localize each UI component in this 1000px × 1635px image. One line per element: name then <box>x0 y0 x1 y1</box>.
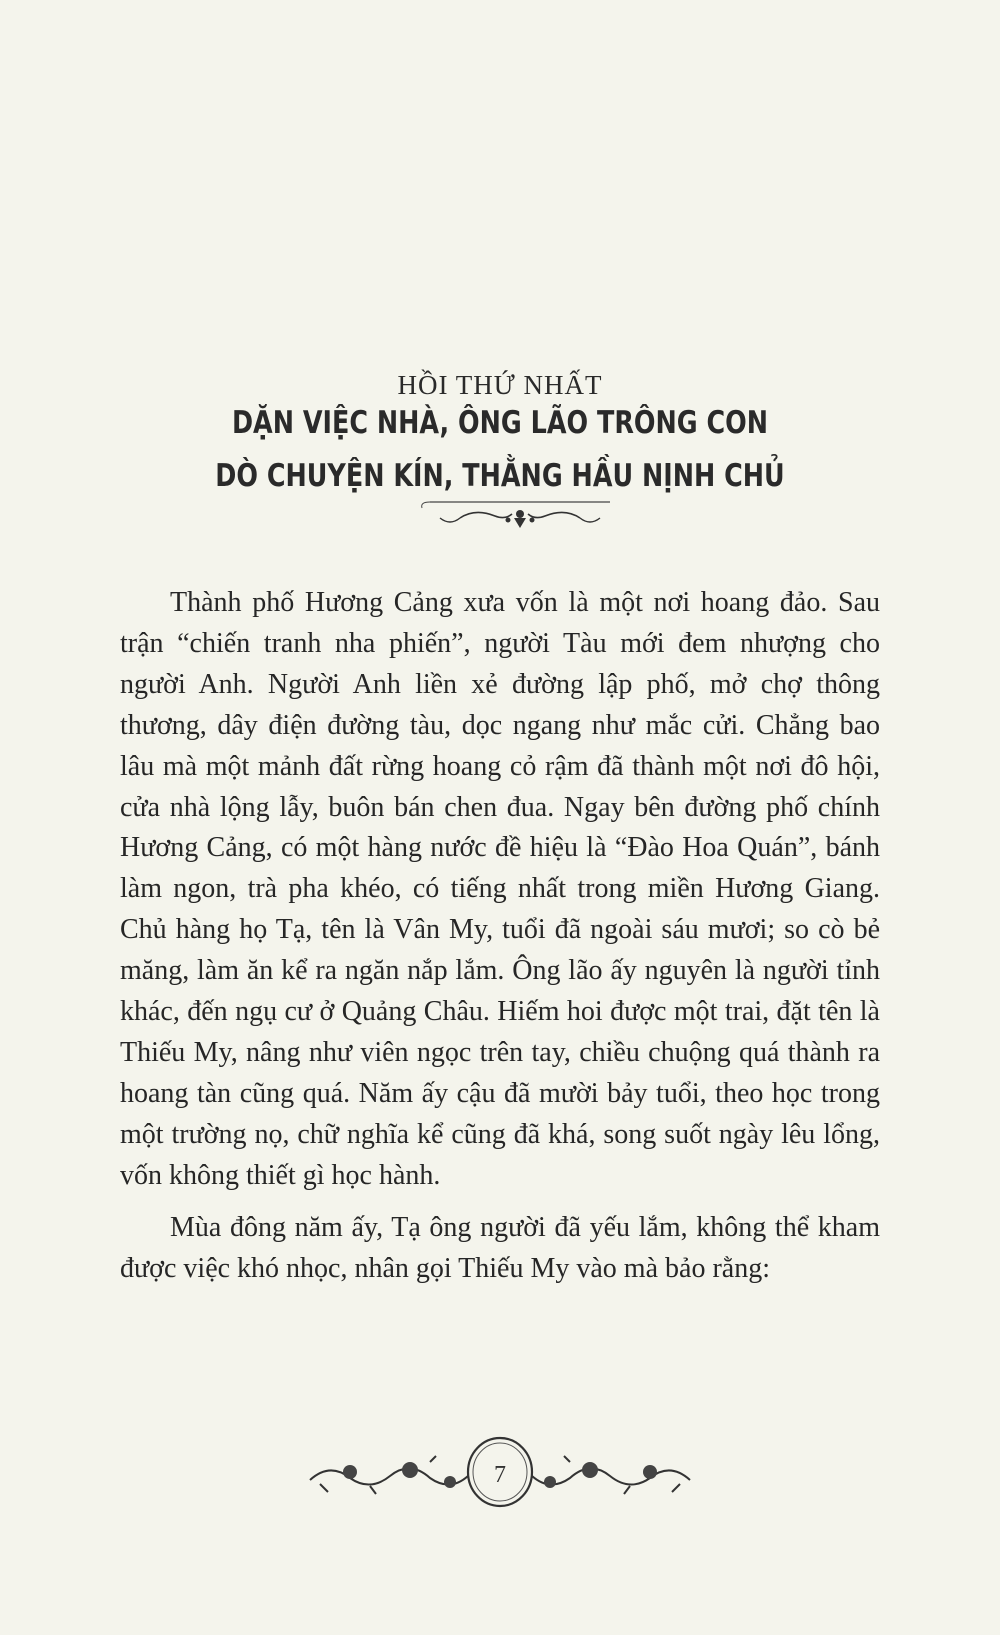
body-text <box>120 583 880 1289</box>
title-flourish-ornament <box>400 498 640 538</box>
paragraph-2: Mùa đông năm ấy, Tạ ông người đã yếu lắm, không thể kham được việc khó nhọc, nhân gọi Thiếu My vào mà bảo rằng: <box>120 1211 880 1284</box>
page-number: 7 <box>494 1462 506 1488</box>
chapter-label: HỒI THỨ NHẤT <box>397 370 603 400</box>
paragraph-1: Thành phố Hương Cảng xưa vốn là một nơi hoang đảo. Sau trận “chiến tranh nha phiến”, người Tàu mới đem nhượng cho người Anh. Người Anh liền xẻ đường lập phố, mở chợ thông thương, dây điện đường tàu, dọc ngang như mắc cửi. Chẳng bao lâu mà một mảnh đất rừng hoang cỏ rậm đã thành một nơi đô hội, cửa nhà lộng lẫy, buôn bán chen đua. Ngay bên đường phố chính Hương Cảng, có một hàng nước đề hiệu là “Đào Hoa Quán”, bánh làm ngon, trà pha khéo, có tiếng nhất trong miền Hương Giang. Chủ hàng họ Tạ, tên là Vân My, tuổi đã ngoài sáu mươi; so cò bẻ măng, làm ăn kể ra ngăn nắp lắm. Ông lão ấy nguyên là người tỉnh khác, đến ngụ cư ở Quảng Châu. Hiếm hoi được một trai, đặt tên là Thiếu My, nâng như viên ngọc trên tay, chiều chuộng quá thành ra hoang tàn cũng quá. Năm ấy cậu đã mười bảy tuổi, theo học trong một trường nọ, chữ nghĩa kể cũng đã khá, song suốt ngày lêu lổng, vốn không thiết gì học hành. <box>120 587 880 1191</box>
chapter-title-line-1: DẶN VIỆC NHÀ, ÔNG LÃO TRÔNG CON <box>231 405 769 441</box>
chapter-title-line-2: DÒ CHUYỆN KÍN, THẰNG HẦU NỊNH CHỦ <box>215 458 785 494</box>
